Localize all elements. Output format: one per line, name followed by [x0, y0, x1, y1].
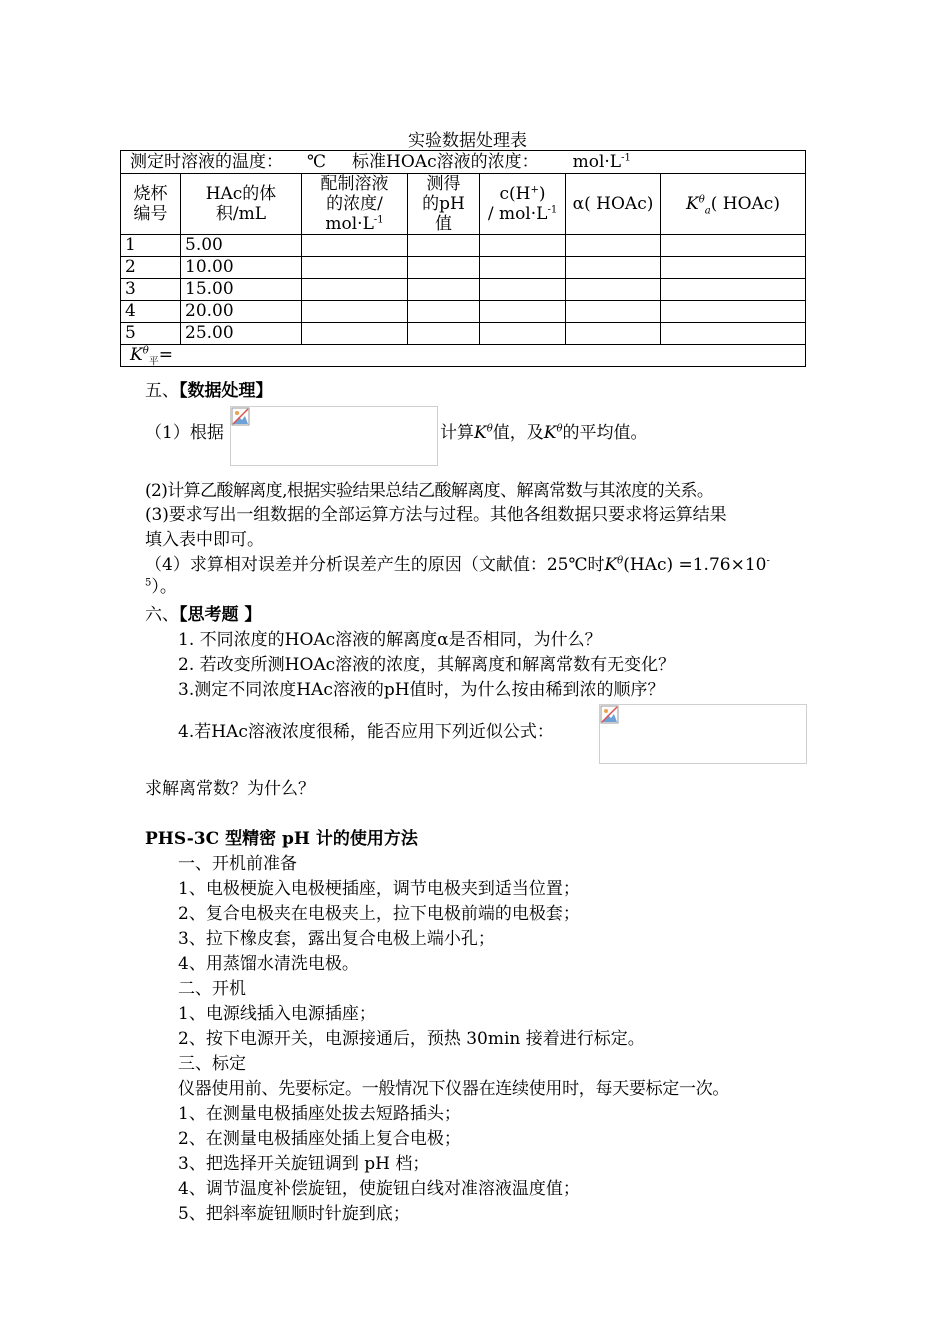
- manual-line: 3、把选择开关旋钮调到 pH 档；: [178, 1154, 430, 1174]
- col-header-volume: HAc的体 积/mL: [181, 174, 302, 235]
- col-header-h-conc: c(H+) / $mol\cdot L^{-1}$: [480, 174, 566, 235]
- concentration-label: 标准HOAc溶液的浓度：: [352, 151, 539, 172]
- manual-line: 一、开机前准备: [178, 854, 297, 874]
- manual-line: 三、标定: [178, 1054, 246, 1074]
- question-4-continuation: 求解离常数？为什么？: [145, 779, 315, 799]
- section5-item3-line2: 填入表中即可。: [145, 530, 264, 550]
- manual-line: 1、在测量电极插座处拔去短路插头；: [178, 1104, 461, 1124]
- col-header-ka: $K^\theta_a$( HOAc): [661, 174, 806, 235]
- manual-line: 2、按下电源开关，电源接通后，预热 30min 接着进行标定。: [178, 1029, 645, 1049]
- manual-line: 3、拉下橡皮套，露出复合电极上端小孔；: [178, 929, 495, 949]
- section5-item4-line2: $^5$）。: [145, 577, 177, 597]
- section5-item1-prefix: （1）根据: [145, 423, 224, 443]
- table-row: 1 5.00: [121, 235, 806, 257]
- table-column-header-row: [121, 174, 806, 235]
- manual-line: 二、开机: [178, 979, 246, 999]
- manual-line: 4、调节温度补偿旋钮，使旋钮白线对准溶液温度值；: [178, 1179, 580, 1199]
- concentration-unit: $mol\cdot L^{-1}$: [572, 151, 631, 172]
- question-4: 4.若HAc溶液浓度很稀，能否应用下列近似公式：: [178, 722, 554, 742]
- formula-image-2: [599, 704, 807, 764]
- question-1: 1. 不同浓度的HOAc溶液的解离度α是否相同，为什么？: [178, 630, 602, 650]
- temperature-unit: ℃: [307, 151, 327, 172]
- col-header-ph: 测得 的pH 值: [408, 174, 480, 235]
- manual-line: 2、在测量电极插座处插上复合电极；: [178, 1129, 461, 1149]
- temperature-label: 测定时溶液的温度：: [130, 151, 283, 172]
- formula-image-1: [230, 406, 438, 466]
- manual-title: PHS-3C 型精密 pH 计的使用方法: [145, 829, 418, 849]
- question-3: 3.测定不同浓度HAc溶液的pH值时，为什么按由稀到浓的顺序？: [178, 680, 665, 700]
- manual-line: 4、用蒸馏水清洗电极。: [178, 954, 359, 974]
- table-row: 3 15.00: [121, 279, 806, 301]
- manual-line: 2、复合电极夹在电极夹上，拉下电极前端的电极套；: [178, 904, 580, 924]
- manual-line: 1、电源线插入电源插座；: [178, 1004, 376, 1024]
- col-header-beaker: 烧杯 编号: [121, 174, 181, 235]
- manual-line: 5、把斜率旋钮顺时针旋到底；: [178, 1204, 410, 1224]
- section5-item1-suffix: 计算$K^\theta$值，及$K^\theta$的平均值。: [440, 423, 648, 443]
- manual-line: 仪器使用前、先要标定。一般情况下仪器在连续使用时，每天要标定一次。: [178, 1079, 730, 1099]
- broken-image-icon: [600, 705, 619, 724]
- question-2: 2. 若改变所测HOAc溶液的浓度，其解离度和解离常数有无变化？: [178, 655, 676, 675]
- broken-image-icon: [231, 407, 250, 426]
- table-header-info-row: [121, 151, 806, 174]
- section6-heading: 六、【思考题 】: [145, 605, 262, 625]
- table-row-k-average: $K^\theta_平=$: [121, 345, 806, 367]
- section5-item2: (2)计算乙酸解离度,根据实验结果总结乙酸解离度、解离常数与其浓度的关系。: [145, 481, 714, 501]
- table-row: 2 10.00: [121, 257, 806, 279]
- section5-item3-line1: (3)要求写出一组数据的全部运算方法与过程。其他各组数据只要求将运算结果: [145, 505, 727, 525]
- table-caption: 实验数据处理表: [408, 131, 527, 151]
- section5-heading: 五、【数据处理】: [145, 381, 273, 401]
- data-table: [120, 150, 806, 367]
- col-header-alpha: α( HOAc): [566, 174, 661, 235]
- table-row: 4 20.00: [121, 301, 806, 323]
- col-header-prepared-conc: 配制溶液 的浓度/ $mol\cdot L^{-1}$: [302, 174, 408, 235]
- manual-line: 1、电极梗旋入电极梗插座，调节电极夹到适当位置；: [178, 879, 580, 899]
- section5-item4-line1: （4）求算相对误差并分析误差产生的原因（文献值：25℃时$K^\theta(HAc) =1.76\times 10^-$: [145, 555, 770, 575]
- table-row: 5 25.00: [121, 323, 806, 345]
